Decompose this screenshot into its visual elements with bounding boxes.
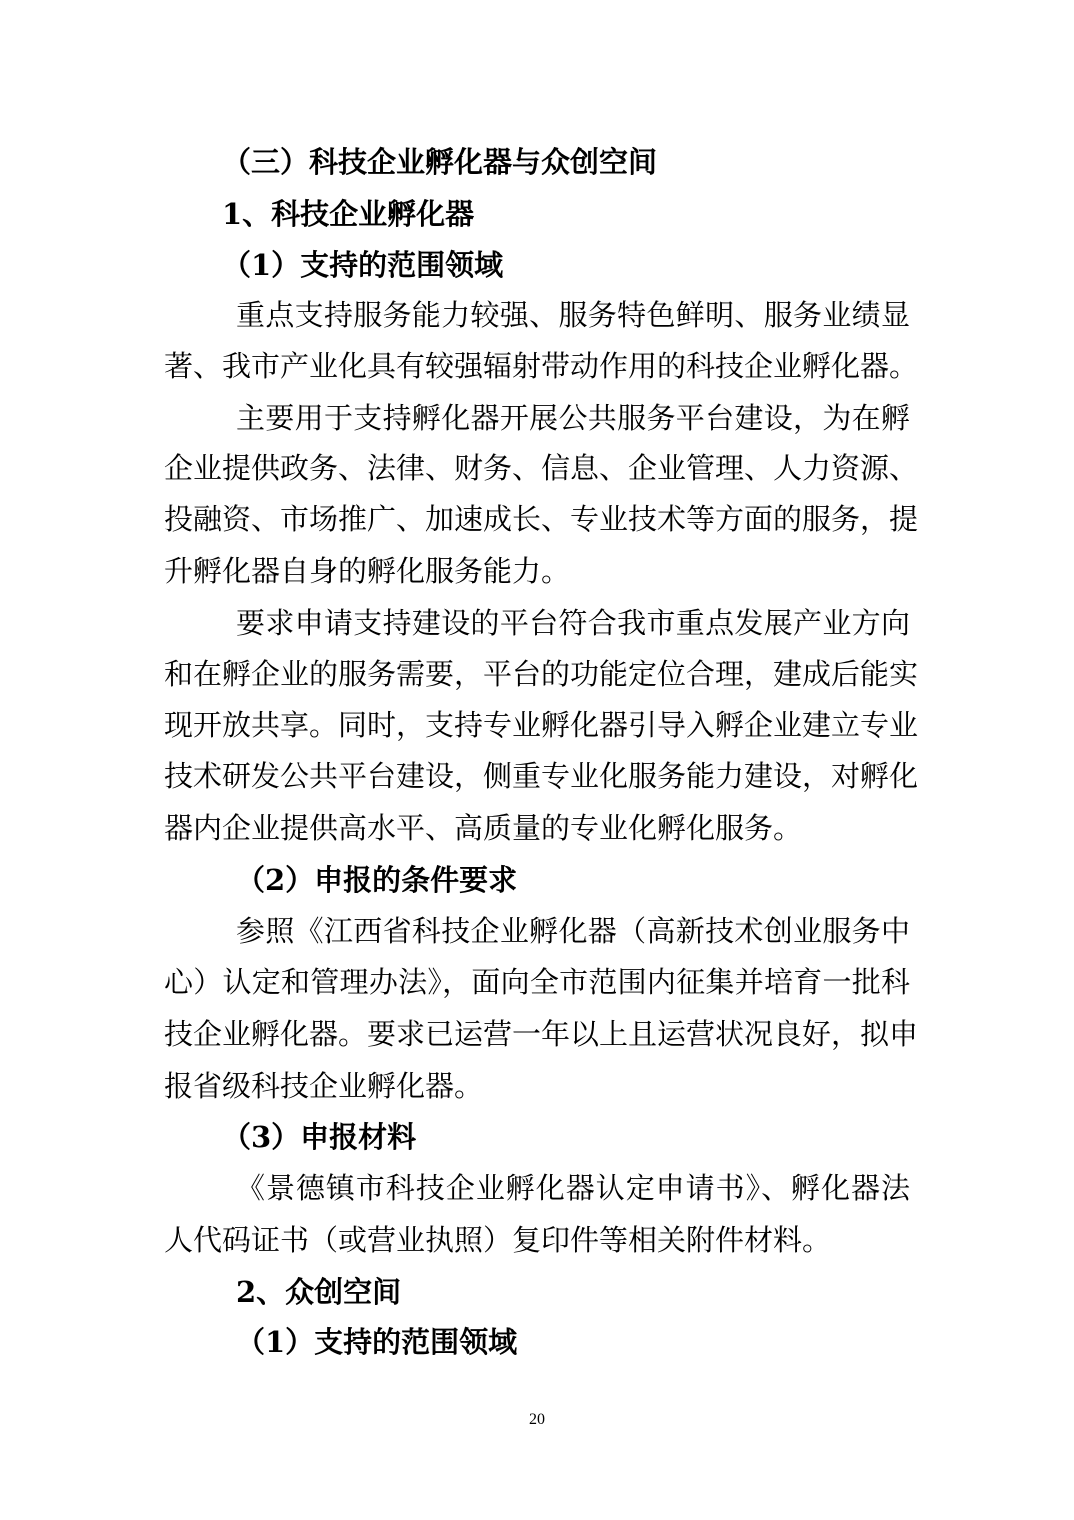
- item-heading-scope-makerspace: （1）支持的范围领域: [236, 1325, 518, 1359]
- paragraph-line: 报省级科技企业孵化器。: [164, 1069, 484, 1103]
- paragraph-line: 心）认定和管理办法》，面向全市范围内征集并培育一批科: [164, 965, 910, 999]
- paragraph-line: 参照《江西省科技企业孵化器（高新技术创业服务中: [236, 914, 910, 948]
- paragraph-line: 现开放共享。同时，支持专业孵化器引导入孵企业建立专业: [164, 708, 919, 742]
- paragraph-line: 人代码证书（或营业执照）复印件等相关附件材料。: [164, 1223, 832, 1257]
- subsection-heading-makerspace: 2、众创空间: [236, 1275, 402, 1309]
- paragraph-line: 投融资、市场推广、加速成长、专业技术等方面的服务，提: [164, 502, 919, 536]
- paragraph-line: 重点支持服务能力较强、服务特色鲜明、服务业绩显: [236, 298, 910, 332]
- item-heading-materials: （3）申报材料: [222, 1120, 417, 1154]
- paragraph-line: 主要用于支持孵化器开展公共服务平台建设，为在孵: [236, 401, 910, 435]
- item-heading-conditions: （2）申报的条件要求: [236, 863, 518, 897]
- paragraph-line: 和在孵企业的服务需要，平台的功能定位合理，建成后能实: [164, 657, 919, 691]
- paragraph-line: 技术研发公共平台建设，侧重专业化服务能力建设，对孵化: [164, 759, 919, 793]
- paragraph-line: 著、我市产业化具有较强辐射带动作用的科技企业孵化器。: [164, 349, 919, 383]
- subsection-heading-incubator: 1、科技企业孵化器: [222, 197, 475, 231]
- section-heading: （三）科技企业孵化器与众创空间: [222, 145, 658, 179]
- paragraph-line: 升孵化器自身的孵化服务能力。: [164, 554, 571, 588]
- paragraph-line: 器内企业提供高水平、高质量的专业化孵化服务。: [164, 811, 803, 845]
- paragraph-line: 企业提供政务、法律、财务、信息、企业管理、人力资源、: [164, 451, 919, 485]
- paragraph-line: 要求申请支持建设的平台符合我市重点发展产业方向: [236, 606, 910, 640]
- paragraph-line: 技企业孵化器。要求已运营一年以上且运营状况良好，拟申: [164, 1017, 919, 1051]
- paragraph-line: 《景德镇市科技企业孵化器认定申请书》、孵化器法: [236, 1171, 910, 1205]
- item-heading-scope: （1）支持的范围领域: [222, 248, 504, 282]
- page-number: 20: [529, 1411, 545, 1428]
